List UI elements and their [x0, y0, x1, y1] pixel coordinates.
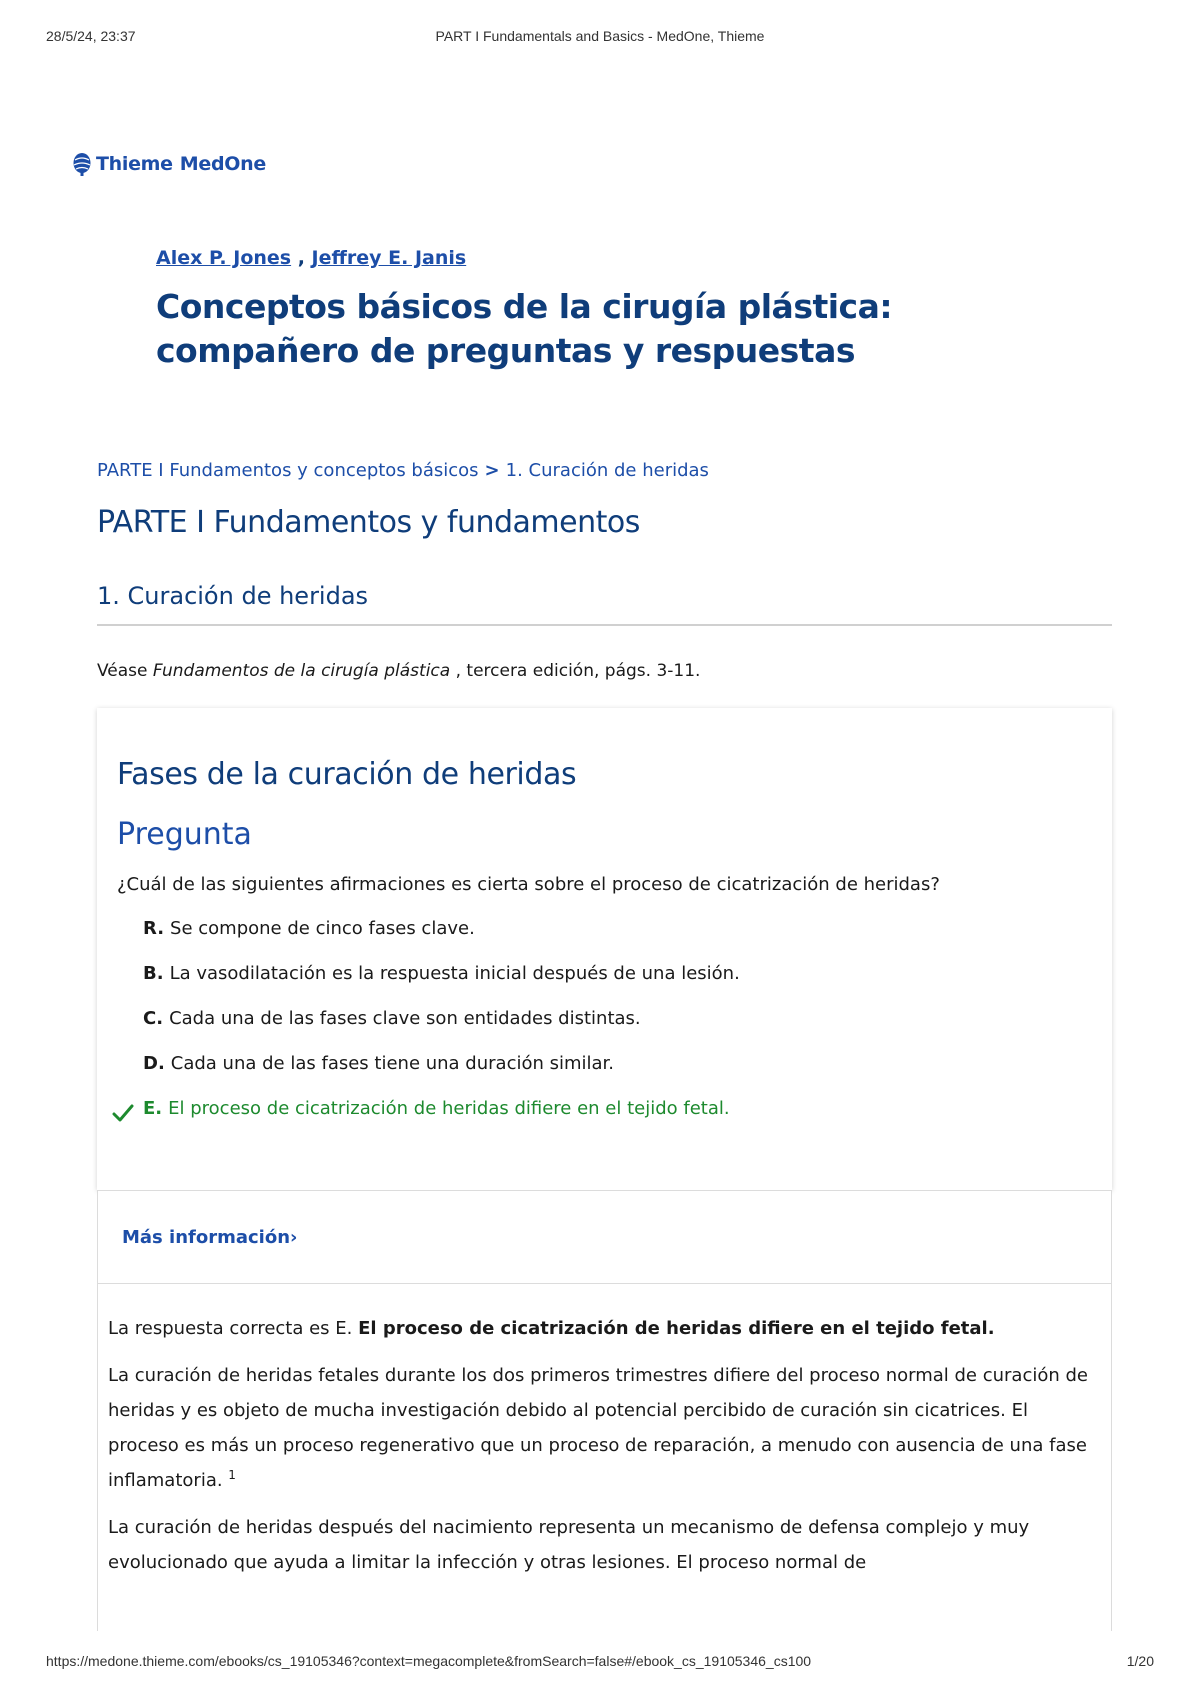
logo-wordmark: Thieme MedOne [96, 153, 266, 175]
part-title: PARTE I Fundamentos y fundamentos [97, 505, 640, 540]
print-datetime: 28/5/24, 23:37 [46, 28, 136, 44]
answer-option[interactable]: B. La vasodilatación es la respuesta inicial después de una lesión. [143, 963, 740, 984]
chevron-right-icon: › [290, 1227, 298, 1248]
reference-note: Véase Fundamentos de la cirugía plástica , tercera edición, págs. 3-11. [97, 661, 701, 681]
thieme-medone-logo[interactable] [72, 152, 266, 176]
breadcrumb [97, 460, 709, 481]
breadcrumb-chapter-link[interactable]: 1. Curación de heridas [505, 460, 709, 481]
reference-superscript[interactable]: 1 [228, 1468, 236, 1482]
correct-answer-statement: La respuesta correcta es E. El proceso de cicatrización de heridas difiere en el tejido fetal. [108, 1318, 995, 1339]
chapter-divider [97, 624, 1112, 626]
answer-option[interactable]: R. Se compone de cinco fases clave. [143, 918, 475, 939]
breadcrumb-part-link[interactable]: PARTE I Fundamentos y conceptos básicos [97, 460, 479, 481]
print-url: https://medone.thieme.com/ebooks/cs_19105346?context=megacomplete&fromSearch=false#/ebook_cs_19105346_cs100 [46, 1653, 812, 1669]
answer-option-correct[interactable]: E. El proceso de cicatrización de heridas difiere en el tejido fetal. [143, 1098, 740, 1143]
answer-option[interactable]: C. Cada una de las fases clave son entidades distintas. [143, 1008, 641, 1029]
more-info-toggle[interactable]: Más información› [122, 1227, 298, 1248]
more-info-divider [98, 1283, 1111, 1284]
question-card [97, 708, 1112, 1190]
answer-options [143, 918, 740, 1143]
breadcrumb-separator: > [484, 460, 500, 481]
question-section-title: Fases de la curación de heridas [117, 757, 577, 792]
print-page-title: PART I Fundamentals and Basics - MedOne, Thieme [435, 28, 765, 44]
author-separator: , [291, 247, 312, 269]
explanation-text [108, 1311, 1098, 1592]
chapter-title: 1. Curación de heridas [97, 582, 369, 610]
answer-option[interactable]: D. Cada una de las fases tiene una duración similar. [143, 1053, 615, 1074]
thieme-globe-icon [72, 152, 92, 176]
author-list [156, 247, 466, 269]
question-text: ¿Cuál de las siguientes afirmaciones es cierta sobre el proceso de cicatrización de heridas? [117, 874, 940, 895]
author-link[interactable]: Alex P. Jones [156, 247, 292, 269]
explanation-paragraph: La curación de heridas fetales durante los dos primeros trimestres difiere del proceso normal de curación de heridas y es objeto de mucha investigación debido al potencial percibido de curación sin cicatrices. El proceso es más un proceso regenerativo que un proceso de reparación, a menudo con ausencia de una fase inflamatoria. $^1$ [108, 1365, 1088, 1491]
checkmark-icon [111, 1102, 135, 1129]
reference-book-title: Fundamentos de la cirugía plástica [152, 661, 451, 681]
page-counter: 1/20 [1126, 1653, 1154, 1669]
book-title: Conceptos básicos de la cirugía plástica: compañero de preguntas y respuestas [156, 287, 893, 370]
author-link[interactable]: Jeffrey E. Janis [311, 247, 467, 269]
question-heading: Pregunta [117, 817, 252, 852]
more-info-panel [97, 1190, 1112, 1631]
explanation-paragraph: La curación de heridas después del nacimiento representa un mecanismo de defensa complejo y muy evolucionado que ayuda a limitar la infección y otras lesiones. El proceso normal de [108, 1517, 1030, 1573]
